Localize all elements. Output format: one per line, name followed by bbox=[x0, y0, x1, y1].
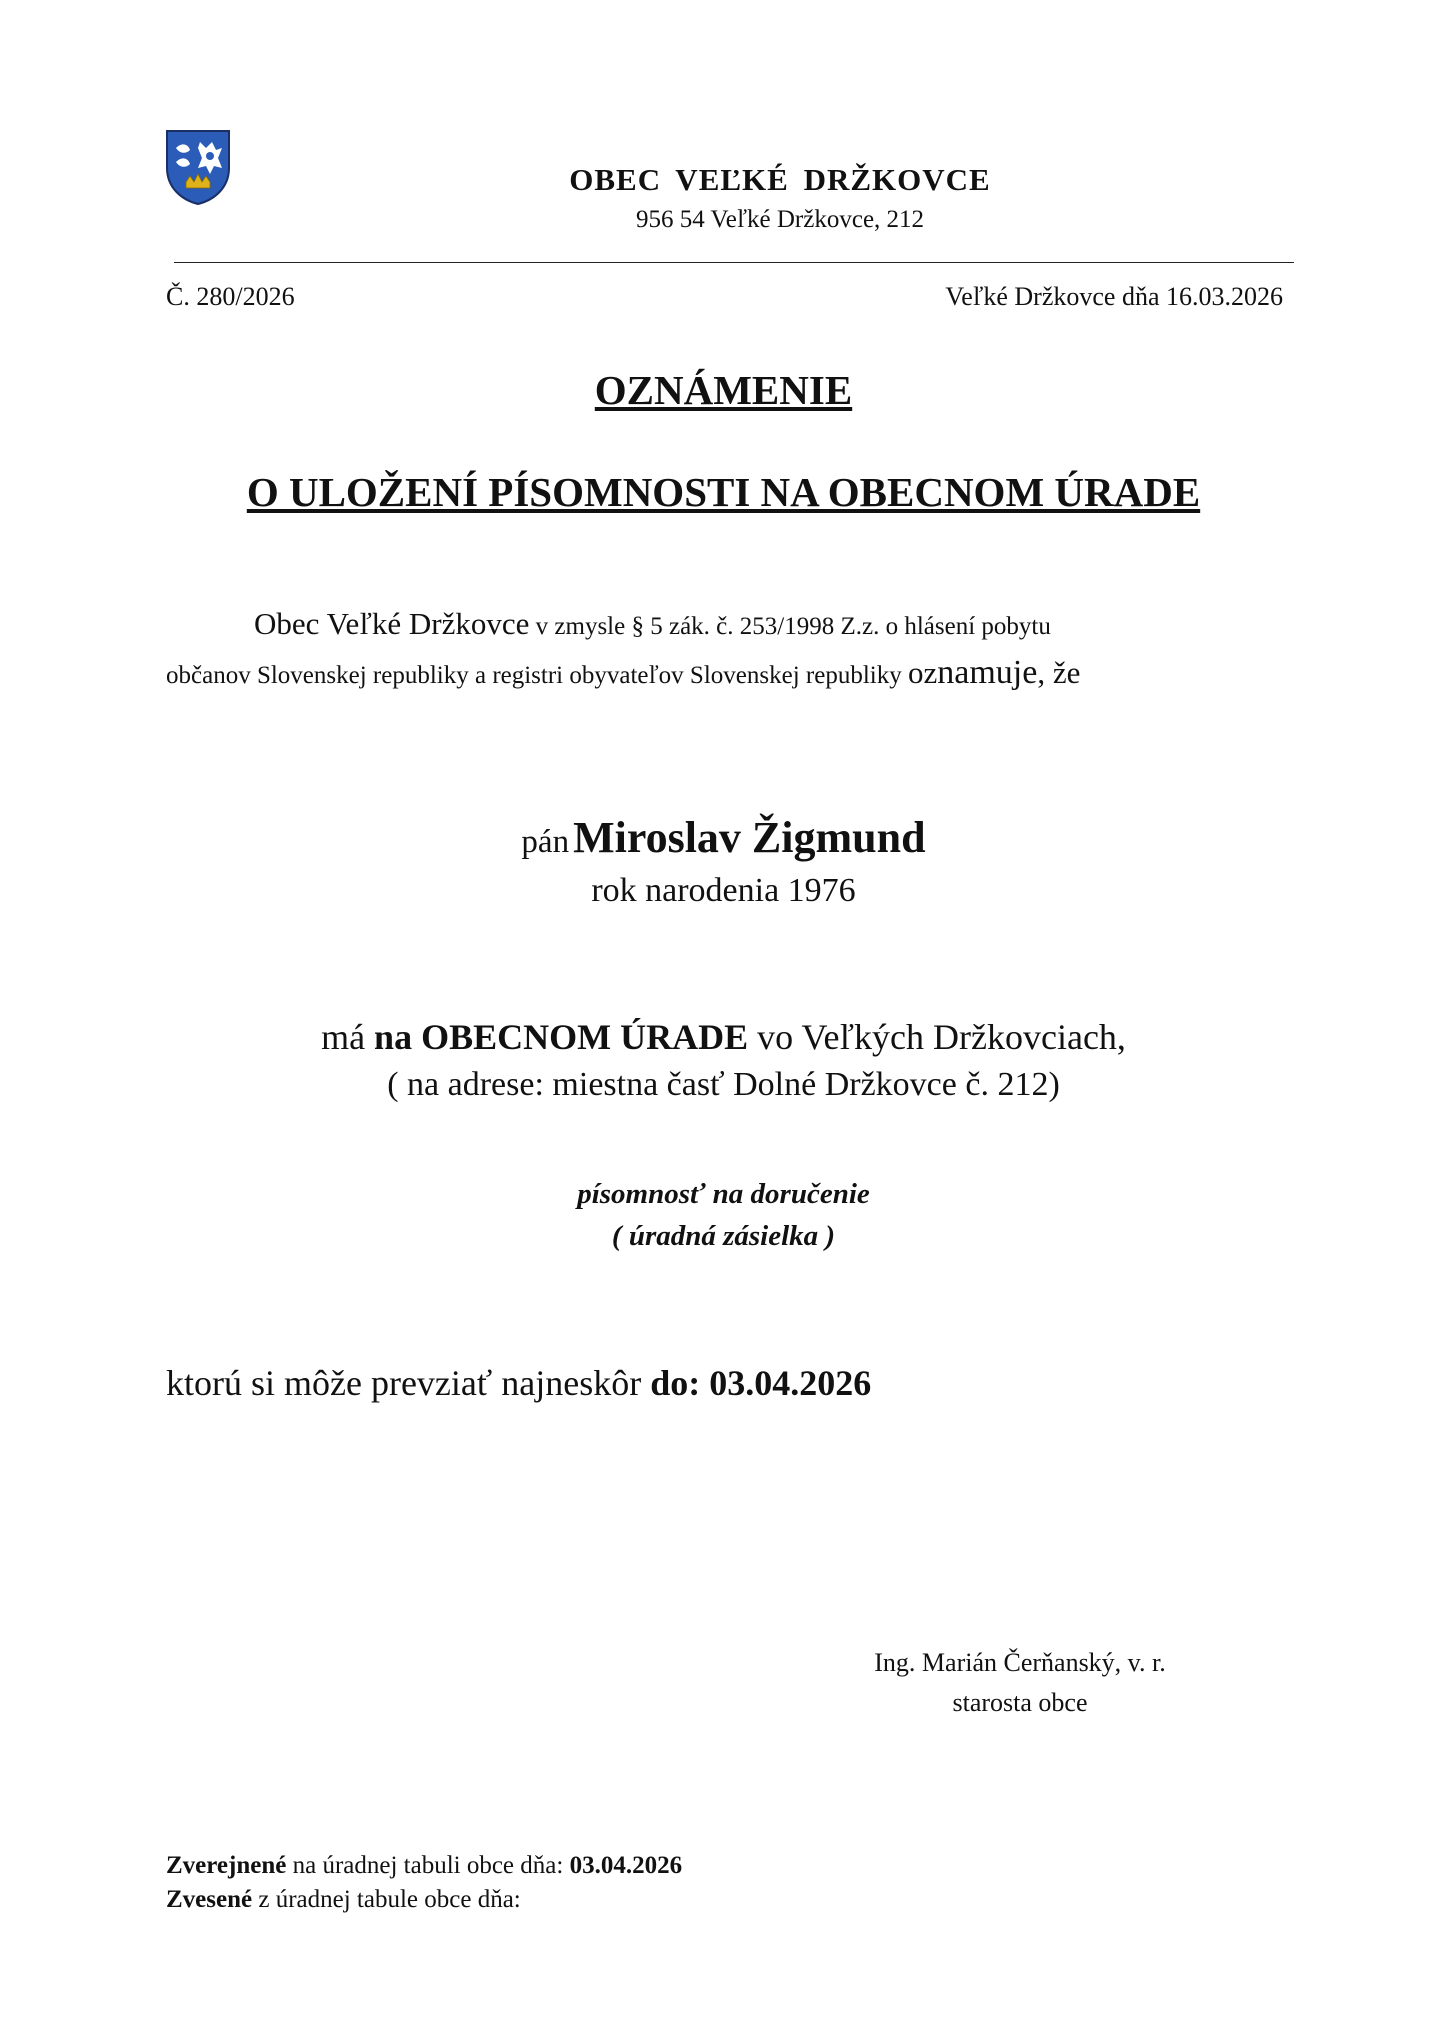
intro-municipality: Obec Veľké Držkovce bbox=[254, 606, 530, 641]
office-prefix: má bbox=[321, 1017, 375, 1057]
office-line bbox=[0, 1016, 1447, 1058]
intro-line-2 bbox=[166, 654, 1080, 692]
recipient-name: Miroslav Žigmund bbox=[573, 813, 926, 862]
published-date: 03.04.2026 bbox=[569, 1852, 683, 1879]
document-note: ( úradná zásielka ) bbox=[611, 1220, 836, 1252]
pickup-deadline bbox=[166, 1362, 871, 1404]
office-suffix: vo Veľkých Držkovciach, bbox=[748, 1017, 1126, 1057]
deadline-text: ktorú si môže prevziať najneskôr bbox=[166, 1363, 651, 1403]
coat-of-arms-icon bbox=[164, 128, 232, 206]
deadline-label: do: bbox=[650, 1363, 701, 1403]
published-text: na úradnej tabuli obce dňa: bbox=[286, 1852, 570, 1879]
removed-text: z úradnej tabule obce dňa: bbox=[252, 1886, 521, 1913]
recipient-birth-year: rok narodenia 1976 bbox=[591, 872, 856, 909]
intro-law-reference: v zmysle § 5 zák. č. 253/1998 Z.z. o hlásení pobytu bbox=[529, 613, 1051, 640]
published-label: Zverejnené bbox=[166, 1852, 287, 1879]
place-and-date: Veľké Držkovce dňa 16.03.2026 bbox=[945, 282, 1283, 311]
municipality-address: 956 54 Veľké Držkovce, 212 bbox=[635, 206, 925, 233]
removed-line bbox=[166, 1886, 521, 1914]
signatory-name: Ing. Marián Čerňanský, v. r. bbox=[874, 1648, 1166, 1677]
office-na: na bbox=[374, 1017, 413, 1057]
recipient-salutation: pán bbox=[521, 824, 570, 860]
removed-label: Zvesené bbox=[166, 1886, 253, 1913]
intro-word-namuje: namuje bbox=[937, 654, 1038, 691]
published-line bbox=[166, 1852, 682, 1880]
signatory-role: starosta obce bbox=[952, 1688, 1088, 1717]
reference-number: Č. 280/2026 bbox=[166, 282, 295, 311]
intro-line-1 bbox=[254, 606, 1051, 642]
intro-word-oz: oz bbox=[907, 655, 938, 690]
notice-subtitle: O ULOŽENÍ PÍSOMNOSTI NA OBECNOM ÚRADE bbox=[246, 469, 1201, 515]
intro-registry-text: občanov Slovenskej republiky a registri obyvateľov Slovenskej republiky bbox=[166, 662, 908, 689]
notice-title: OZNÁMENIE bbox=[594, 367, 853, 413]
municipality-title: OBEC VEĽKÉ DRŽKOVCE bbox=[569, 162, 991, 197]
recipient bbox=[0, 812, 1447, 863]
intro-word-ze: , že bbox=[1037, 655, 1081, 690]
header-divider bbox=[174, 262, 1294, 263]
document-type: písomnosť na doručenie bbox=[577, 1178, 870, 1210]
office-address: ( na adrese: miestna časť Dolné Držkovce č. 212) bbox=[387, 1066, 1060, 1103]
office-name: OBECNOM ÚRADE bbox=[421, 1017, 749, 1057]
deadline-date: 03.04.2026 bbox=[709, 1363, 872, 1403]
